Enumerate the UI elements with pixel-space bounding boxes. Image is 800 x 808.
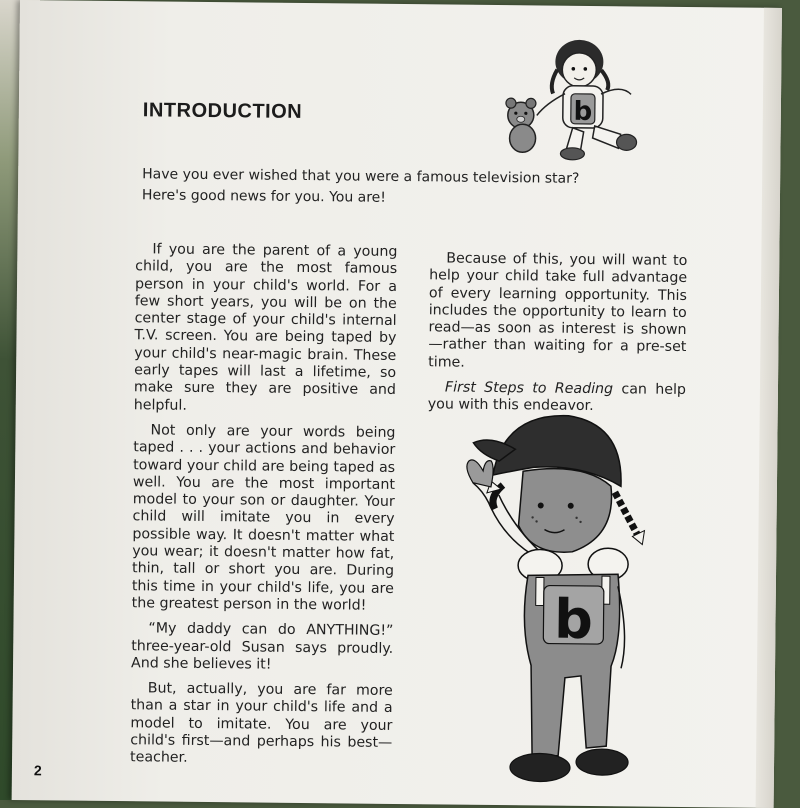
teddy-bear-icon bbox=[505, 98, 536, 152]
intro-paragraph: Have you ever wished that you were a famous television star? Here's good news for you. You are! bbox=[141, 166, 580, 206]
right-column bbox=[428, 250, 688, 424]
book-page bbox=[12, 0, 782, 808]
paragraph-susan-quote: “My daddy can do ANYTHING!” three-year-old Susan says proudly. And she believes it! bbox=[130, 620, 394, 673]
waving-hand-icon bbox=[467, 460, 494, 487]
paragraph-famous-person: If you are the parent of a young child, you are the most famous person in your child's world. For a few short years, you will be on the center stage of your child's internal T.V. screen. You are being taped by your child's near-magic brain. These early tapes will last a lifetime, so make sure they are positive and helpful. bbox=[133, 241, 398, 414]
page-title: INTRODUCTION bbox=[142, 99, 303, 123]
girl-waving-illustration bbox=[430, 404, 664, 798]
paragraph-first-steps-rest: can help you with this endeavor. bbox=[427, 381, 687, 415]
girl-with-teddy-illustration bbox=[490, 23, 662, 170]
left-column bbox=[130, 241, 398, 777]
page-edge bbox=[756, 8, 782, 808]
left-shoe bbox=[510, 753, 570, 782]
paragraph-learning-opportunity: Because of this, you will want to help your child take full advantage of every learning opportunity. This includes the opportunity to learn to read—as soon as interest is shown—rather than waiting for a pre-set time. bbox=[428, 250, 688, 371]
page-number: 2 bbox=[33, 762, 42, 779]
shirt-letter: b bbox=[573, 96, 593, 127]
overall-letter: b bbox=[553, 587, 594, 652]
small-girl-figure bbox=[536, 39, 637, 160]
paragraph-first-teacher: But, actually, you are far more than a star in your child's life and a model to imitate. You are your child's first—and perhaps his best—teacher. bbox=[129, 680, 393, 767]
paragraph-being-taped: Not only are your words being taped . . . your actions and behavior toward your child are being taped as well. You are the most important model to your son or daughter. Your child will imitate you in every possible way. It doesn't matter what you wear; it doesn't matter how fat, thin, tall or short you are. During this time in your child's life, you are the greatest person in the world! bbox=[131, 422, 396, 614]
book-title-italic: First Steps to Reading bbox=[444, 379, 614, 398]
right-shoe bbox=[576, 749, 628, 776]
